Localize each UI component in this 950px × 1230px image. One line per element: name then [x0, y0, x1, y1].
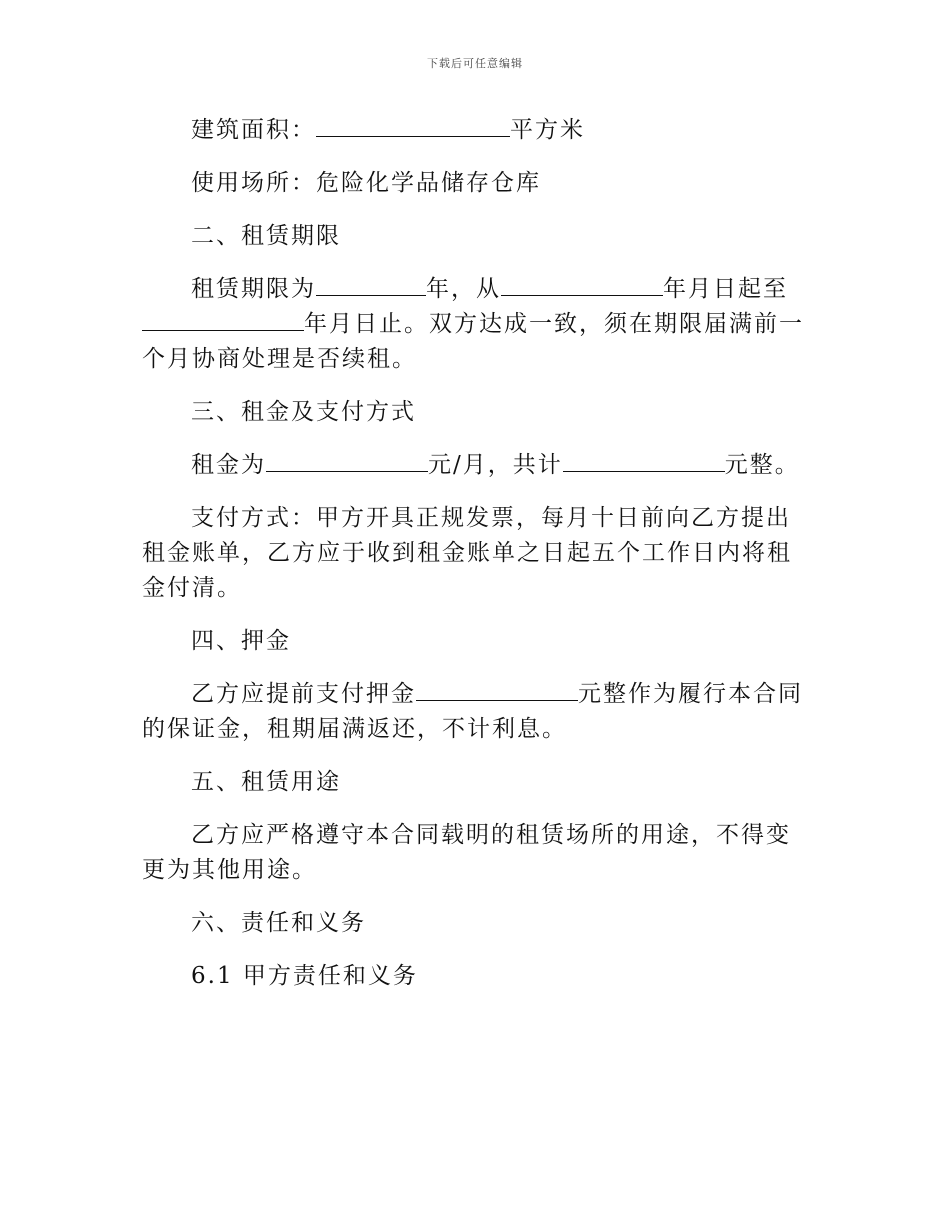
- term-text-c: 年月日起至: [663, 276, 788, 302]
- deposit-text-a: 乙方应提前支付押金: [191, 681, 416, 707]
- section-4-title: 四、押金: [191, 628, 291, 654]
- document-body: [142, 113, 812, 1012]
- term-end-blank: [142, 308, 304, 331]
- area-unit: 平方米: [510, 117, 585, 143]
- page-header: 下载后可任意编辑: [427, 57, 523, 70]
- term-years-blank: [316, 273, 426, 296]
- rent-text-c: 元整。: [724, 452, 800, 478]
- section-2-title: 二、租赁期限: [191, 223, 341, 249]
- term-text-d: 年月日止。双方达成一致，须在期限届满前一个月协商处理是否续租。: [142, 311, 804, 372]
- section-6-1-title: 6.1 甲方责任和义务: [191, 963, 418, 989]
- rent-text-b: 元/月，共计: [428, 452, 563, 478]
- payment-paragraph: 支付方式：甲方开具正规发票，每月十日前向乙方提出租金账单，乙方应于收到租金账单之日起五个工作日内将租金付清。: [142, 505, 792, 601]
- lease-term-paragraph: [142, 272, 812, 377]
- deposit-paragraph: [142, 677, 812, 747]
- term-text-b: 年，从: [426, 276, 501, 302]
- deposit-blank: [416, 678, 578, 701]
- building-area-line: [142, 113, 812, 148]
- term-start-blank: [501, 273, 663, 296]
- rent-total-blank: [563, 449, 725, 472]
- term-text-a: 租赁期限为: [191, 276, 316, 302]
- area-label: 建筑面积：: [191, 117, 316, 143]
- section-5-title: 五、租赁用途: [191, 769, 341, 795]
- rent-text-a: 租金为: [191, 452, 266, 478]
- section-3-title: 三、租金及支付方式: [191, 399, 416, 425]
- section-6-title: 六、责任和义务: [191, 910, 366, 936]
- rent-monthly-blank: [266, 449, 428, 472]
- deposit-text-b: 元整作为履行本合同的保证金，租期届满返还，不计利息。: [142, 681, 803, 742]
- purpose-paragraph: 乙方应严格遵守本合同载明的租赁场所的用途，不得变更为其他用途。: [142, 822, 791, 883]
- usage-place-line: 使用场所：危险化学品储存仓库: [191, 170, 541, 196]
- area-blank: [316, 114, 510, 137]
- rent-line: [142, 448, 812, 483]
